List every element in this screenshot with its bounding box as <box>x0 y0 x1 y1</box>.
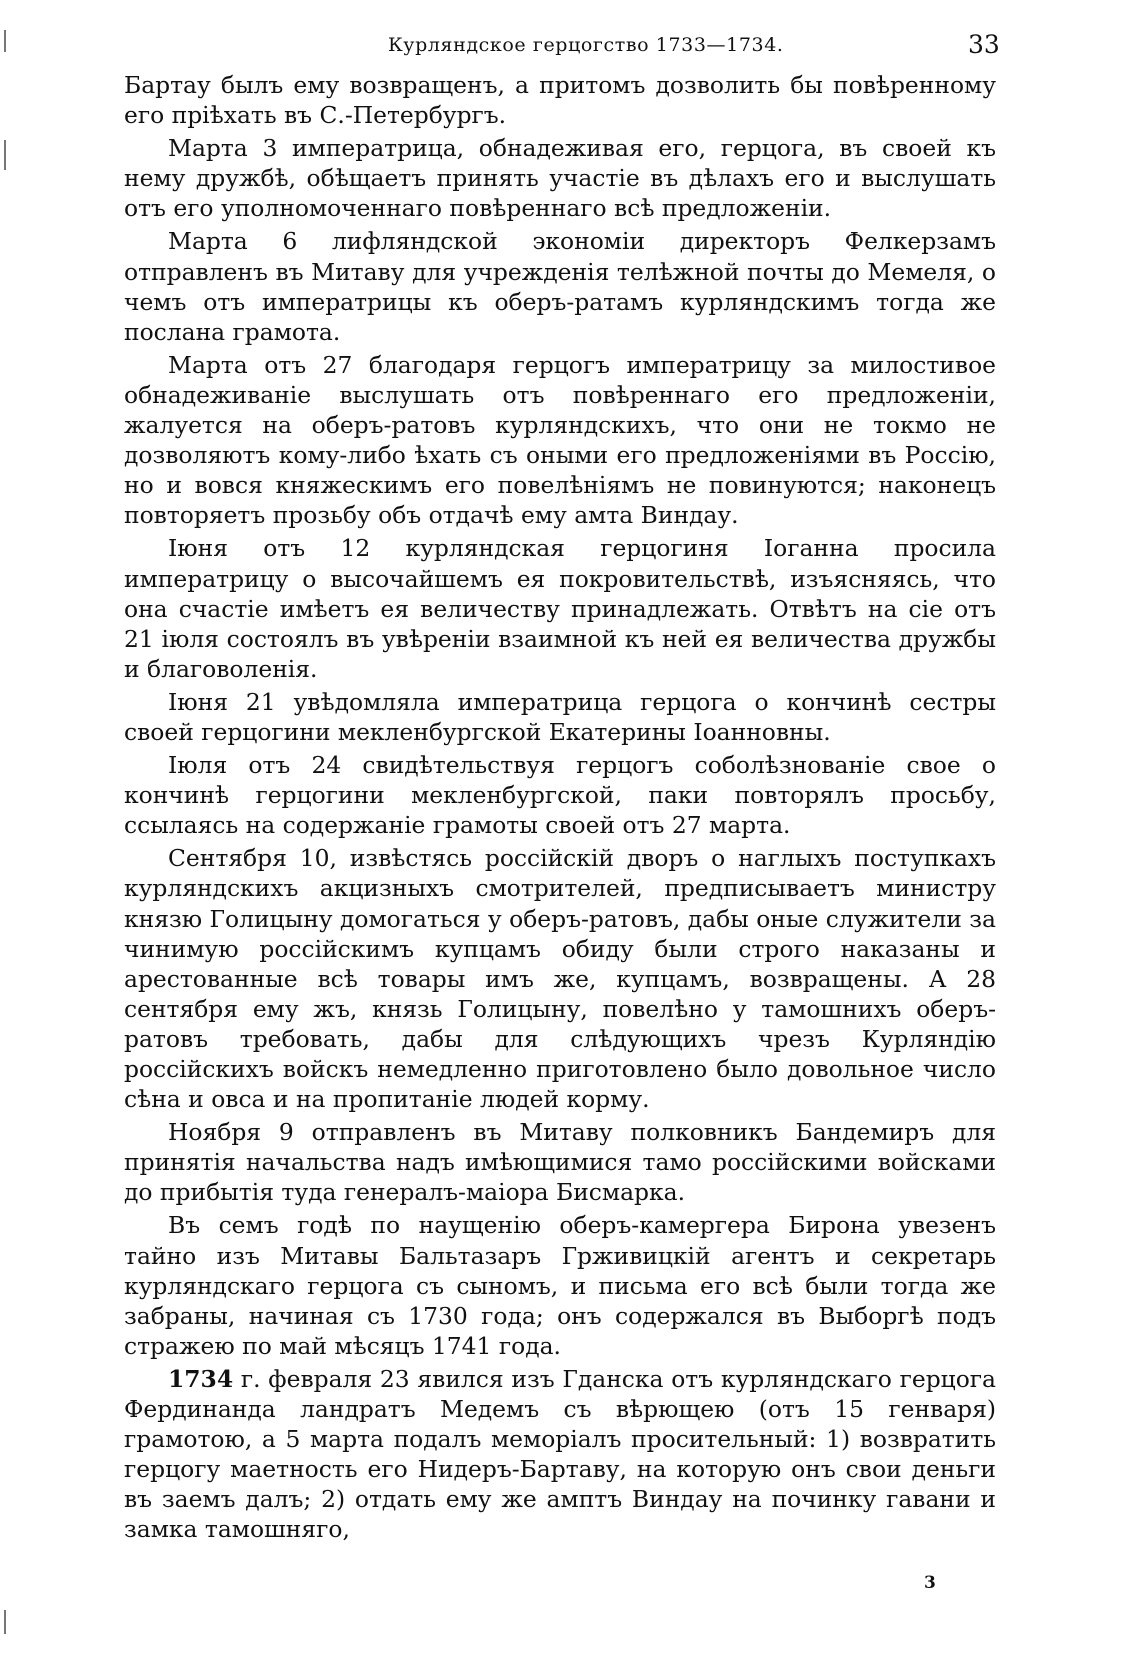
paragraph-text: г. февраля 23 явился изъ Гданска отъ курляндскаго герцога Фердинанда ландратъ Медемъ съ вѣрющею (отъ 15 генваря) грамотою, а 5 марта подалъ меморіалъ просительный: 1) возвратить герцогу маетность его Нидеръ-Бартаву, на которую онъ свои деньги въ заемъ далъ; 2) отдать ему же амптъ Виндау на починку гавани и замка тамошняго, <box>124 1364 996 1544</box>
paragraph: Іюня отъ 12 курляндская герцогиня Іоганна просила императрицу о высочайшемъ ея покровительствѣ, изъясняясь, что она счастіе имѣетъ ея величеству принадлежать. Отвѣтъ на сіе отъ 21 іюля состоялъ въ увѣреніи взаимной къ ней ея величества дружбы и благоволенія. <box>124 534 996 683</box>
paragraph: Іюня 21 увѣдомляла императрица герцога о кончинѣ сестры своей герцогини мекленбургской Екатерины Іоанновны. <box>124 687 996 746</box>
body-text <box>124 70 996 1548</box>
paragraph: Марта 6 лифляндской экономіи директоръ Фелкерзамъ отправленъ въ Митаву для учрежденія телѣжной почты до Мемеля, о чемъ отъ императрицы къ оберъ-ратамъ курляндскимъ тогда же послана грамота. <box>124 227 996 346</box>
page-number: 33 <box>968 30 1000 59</box>
paragraph: Іюля отъ 24 свидѣтельствуя герцогъ соболѣзнованіе свое о кончинѣ герцогини мекленбургской, паки повторялъ просьбу, ссылаясь на содержаніе грамоты своей отъ 27 марта. <box>124 751 996 840</box>
paragraph: Бартау былъ ему возвращенъ, а притомъ дозволить бы повѣренному его пріѣхать въ С.-Петербургъ. <box>124 71 996 130</box>
paragraph-1734 <box>124 1364 996 1545</box>
paragraph: Въ семъ годѣ по наущенію оберъ-камергера Бирона увезенъ тайно изъ Митавы Бальтазаръ Грживицкій агентъ и секретарь курляндскаго герцога съ сыномъ, и письма его всѣ были тогда же забраны, начиная съ 1730 года; онъ содержался въ Выборгѣ подъ стражею по май мѣсяцъ 1741 года. <box>124 1211 996 1360</box>
paragraph: Марта 3 императрица, обнадеживая его, герцога, въ своей къ нему дружбѣ, обѣщаетъ принять участіе въ дѣлахъ его и выслушать отъ его уполномоченнаго повѣреннаго всѣ предложеніи. <box>124 134 996 223</box>
scan-edge-mark <box>4 30 6 52</box>
signature-mark: 3 <box>924 1573 936 1593</box>
year-heading: 1734 <box>168 1364 234 1393</box>
scan-edge-mark <box>4 140 6 170</box>
paragraph: Ноября 9 отправленъ въ Митаву полковникъ Бандемиръ для принятія начальства надъ имѣющимися тамо россійскими войсками до прибытія туда генералъ-маіора Бисмарка. <box>124 1118 996 1207</box>
paragraph: Сентября 10, извѣстясь россійскій дворъ о наглыхъ поступкахъ курляндскихъ акцизныхъ смотрителей, предписываетъ министру князю Голицыну домогаться у оберъ-ратовъ, дабы оные служители за чинимую россійскимъ купцамъ обиду были строго наказаны и арестованные всѣ товары имъ же, купцамъ, возвращены. А 28 сентября ему жъ, князь Голицыну, повелѣно у тамошнихъ оберъ-ратовъ требовать, дабы для слѣдующихъ чрезъ Курляндію россійскихъ войскъ немедленно приготовлено было довольное число сѣна и овса и на пропитаніе людей корму. <box>124 844 996 1114</box>
scan-edge-mark <box>4 1610 6 1634</box>
paragraph: Марта отъ 27 благодаря герцогъ императрицу за милостивое обнадеживаніе выслушать отъ повѣреннаго его предложеніи, жалуется на оберъ-ратовъ курляндскихъ, что они не токмо не дозволяютъ кому-либо ѣхать съ оными его предложеніями въ Россію, но и вовся княжескимъ его повелѣніямъ не повинуются; наконецъ повторяетъ прозьбу объ отдачѣ ему амта Виндау. <box>124 350 996 530</box>
page-header <box>0 28 1140 68</box>
running-title: Курляндское герцогство 1733—1734. <box>388 34 784 56</box>
